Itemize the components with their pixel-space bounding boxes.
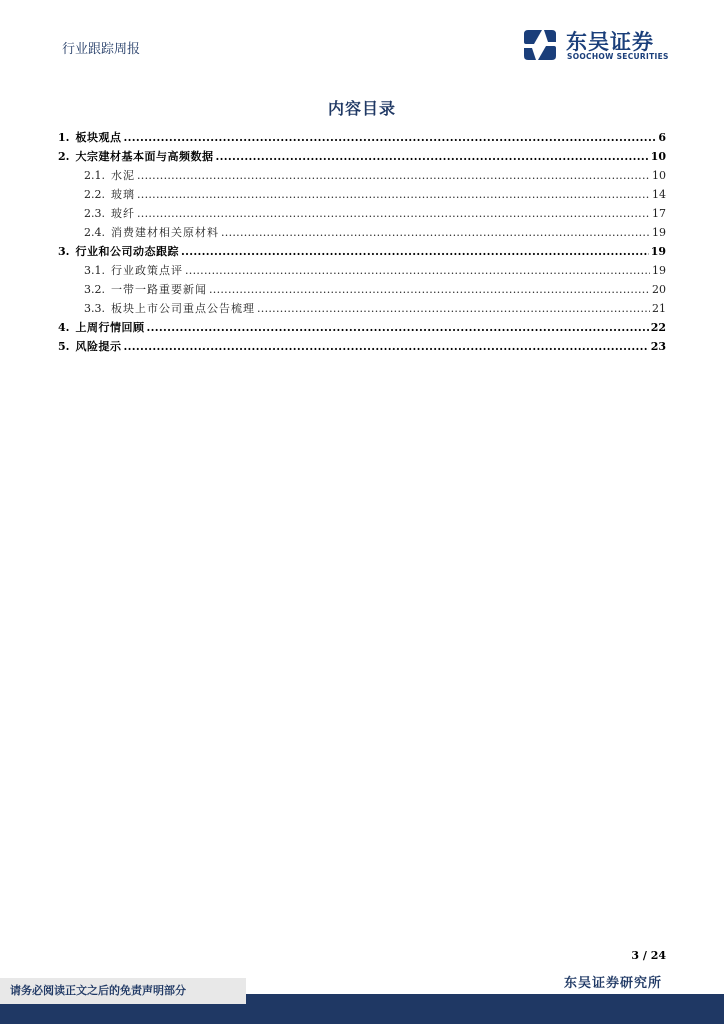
toc-entry-number: 3. xyxy=(58,245,70,258)
toc-leader-dots xyxy=(137,185,650,204)
page-indicator: 3 / 24 xyxy=(631,949,666,962)
report-type-label: 行业跟踪周报 xyxy=(62,42,141,57)
toc-entry-page: 22 xyxy=(650,321,666,334)
toc-leader-dots xyxy=(123,337,648,356)
toc-entry-page: 10 xyxy=(650,150,666,163)
toc-entry-title: 消费建材相关原材料 xyxy=(111,226,219,239)
toc-entry-page: 20 xyxy=(652,283,666,296)
toc-leader-dots xyxy=(137,204,650,223)
toc-entry-page: 14 xyxy=(652,188,666,201)
toc-leader-dots xyxy=(221,223,650,242)
toc-leader-dots xyxy=(185,261,650,280)
toc-entry[interactable] xyxy=(58,337,666,356)
toc-entry[interactable] xyxy=(58,242,666,261)
toc-entry[interactable] xyxy=(58,318,666,337)
toc-entry-number: 3.1. xyxy=(84,264,105,277)
toc-entry[interactable] xyxy=(58,128,666,147)
toc-entry-page: 21 xyxy=(652,302,666,315)
toc-entry-number: 2.4. xyxy=(84,226,105,239)
logo-english-name: SOOCHOW SECURITIES xyxy=(567,52,669,61)
toc-entry[interactable] xyxy=(58,223,666,242)
company-logo xyxy=(520,26,680,66)
toc-entry-title: 板块观点 xyxy=(75,131,122,144)
toc-entry-number: 5. xyxy=(58,340,70,353)
toc-entry-number: 2.2. xyxy=(84,188,105,201)
toc-entry[interactable] xyxy=(58,204,666,223)
toc-entry-title: 风险提示 xyxy=(75,340,122,353)
toc-leader-dots xyxy=(209,280,650,299)
toc-entry-title: 玻纤 xyxy=(111,207,135,220)
toc-entry-page: 23 xyxy=(650,340,666,353)
toc-entry-number: 2.3. xyxy=(84,207,105,220)
toc-entry[interactable] xyxy=(58,166,666,185)
toc-entry[interactable] xyxy=(58,147,666,166)
toc-entry-number: 4. xyxy=(58,321,70,334)
soochow-logo-icon xyxy=(520,28,560,62)
toc-entry-title: 行业和公司动态跟踪 xyxy=(75,245,179,258)
toc-entry-number: 2. xyxy=(58,150,70,163)
toc-leader-dots xyxy=(137,166,650,185)
toc-leader-dots xyxy=(181,242,649,261)
toc-entry-title: 行业政策点评 xyxy=(111,264,183,277)
toc-entry[interactable] xyxy=(58,261,666,280)
toc-entry-number: 3.3. xyxy=(84,302,105,315)
table-of-contents xyxy=(58,128,666,356)
toc-entry-title: 大宗建材基本面与高频数据 xyxy=(75,150,214,163)
toc-entry-title: 一带一路重要新闻 xyxy=(111,283,207,296)
toc-entry-number: 2.1. xyxy=(84,169,105,182)
logo-chinese-name: 东吴证券 xyxy=(566,30,654,54)
toc-leader-dots xyxy=(146,318,648,337)
toc-entry-number: 3.2. xyxy=(84,283,105,296)
toc-leader-dots xyxy=(123,128,656,147)
toc-entry-page: 17 xyxy=(652,207,666,220)
toc-entry-title: 板块上市公司重点公告梳理 xyxy=(111,302,255,315)
footer-firm-name: 东吴证券研究所 xyxy=(563,976,662,991)
toc-entry[interactable] xyxy=(58,299,666,318)
toc-entry-number: 1. xyxy=(58,131,70,144)
toc-leader-dots xyxy=(215,147,648,166)
footer-disclaimer: 请务必阅读正文之后的免责声明部分 xyxy=(0,978,246,1004)
toc-entry[interactable] xyxy=(58,280,666,299)
toc-entry-title: 上周行情回顾 xyxy=(75,321,145,334)
toc-entry-page: 6 xyxy=(658,131,666,144)
toc-entry[interactable] xyxy=(58,185,666,204)
toc-entry-title: 水泥 xyxy=(111,169,135,182)
toc-entry-page: 19 xyxy=(652,226,666,239)
toc-entry-page: 19 xyxy=(650,245,666,258)
toc-leader-dots xyxy=(257,299,650,318)
toc-entry-page: 10 xyxy=(652,169,666,182)
toc-entry-page: 19 xyxy=(652,264,666,277)
toc-title: 内容目录 xyxy=(327,99,396,118)
toc-entry-title: 玻璃 xyxy=(111,188,135,201)
